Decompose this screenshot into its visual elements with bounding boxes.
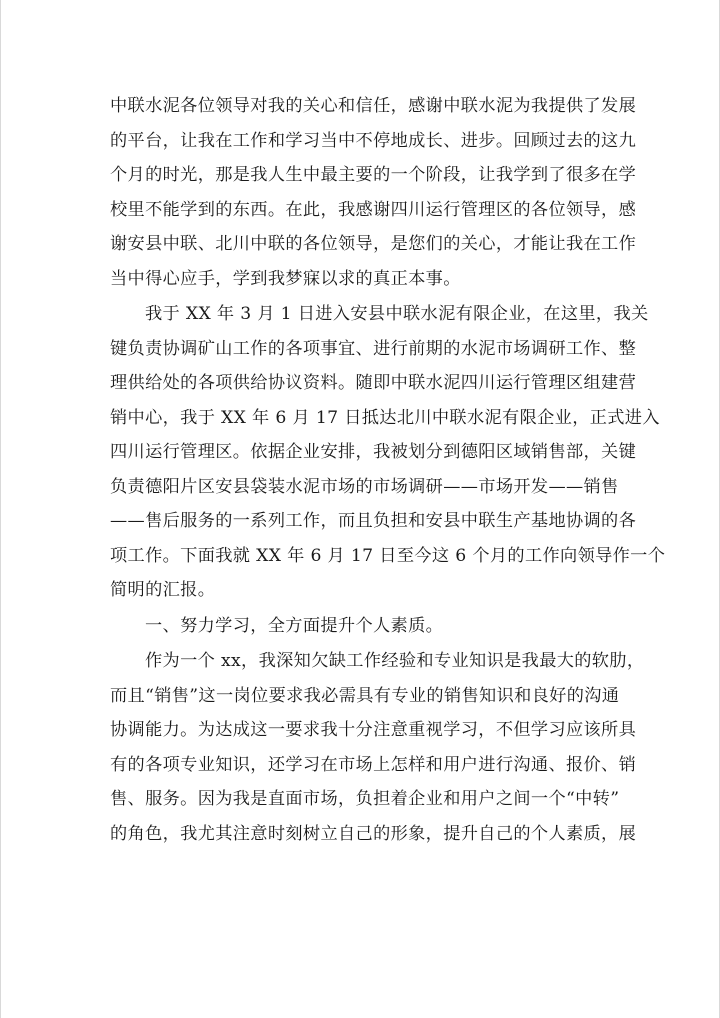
text-line: 负责德阳片区安县袋装水泥市场的市场调研——市场开发——销售	[110, 476, 619, 497]
text-line: 四川运行管理区。依据企业安排，我被划分到德阳区域销售部，关键	[110, 442, 637, 462]
text-line: 售、服务。因为我是直面市场，负担着企业和用户之间一个“中转”	[110, 789, 620, 809]
text-line: 当中得心应手，学到我梦寐以求的真正本事。	[110, 268, 461, 289]
text-line: 作为一个 xx，我深知欠缺工作经验和专业知识是我最大的软肋，	[145, 651, 645, 671]
text-line: 简明的汇报。	[110, 580, 216, 600]
paragraph-1	[110, 89, 637, 296]
document-body	[110, 89, 666, 851]
text-line: 协调能力。为达成这一要求我十分注意重视学习，不但学习应该所具	[110, 720, 637, 740]
paragraph-4	[110, 644, 645, 851]
text-line: 的平台，让我在工作和学习当中不停地成长、进步。回顾过去的这九	[110, 130, 637, 151]
text-line: 校里不能学到的东西。在此，我感谢四川运行管理区的各位领导，感	[110, 199, 637, 220]
text-line: 谢安县中联、北川中联的各位领导，是您们的关心，才能让我在工作	[110, 234, 637, 254]
text-line: 有的各项专业知识，还学习在市场上怎样和用户进行沟通、报价、销	[110, 754, 637, 775]
text-line: 理供给处的各项供给协议资料。随即中联水泥四川运行管理区组建营	[110, 373, 637, 393]
text-line: 的角色，我尤其注意时刻树立自己的形象，提升自己的个人素质，展	[110, 823, 637, 844]
text-line: 销中心，我于 XX 年 6 月 17 日抵达北川中联水泥有限企业，正式进入	[110, 407, 660, 428]
text-line: 而且“销售”这一岗位要求我必需具有专业的销售知识和良好的沟通	[110, 685, 620, 706]
text-line: 项工作。下面我就 XX 年 6 月 17 日至今这 6 个月的工作向领导作一个	[110, 545, 666, 566]
text-line: 中联水泥各位领导对我的关心和信任，感谢中联水泥为我提供了发展	[110, 96, 637, 116]
section-heading	[110, 609, 615, 644]
paragraph-2	[110, 297, 666, 608]
section-heading-text: 一、努力学习，全方面提升个人素质。	[145, 615, 444, 636]
text-line: ——售后服务的一系列工作，而且负担和安县中联生产基地协调的各	[110, 511, 637, 531]
text-line: 我于 XX 年 3 月 1 日进入安县中联水泥有限企业，在这里，我关	[145, 304, 649, 324]
text-line: 个月的时光，那是我人生中最主要的一个阶段，让我学到了很多在学	[110, 165, 637, 185]
text-line: 键负责协调矿山工作的各项事宜、进行前期的水泥市场调研工作、整	[110, 338, 637, 359]
